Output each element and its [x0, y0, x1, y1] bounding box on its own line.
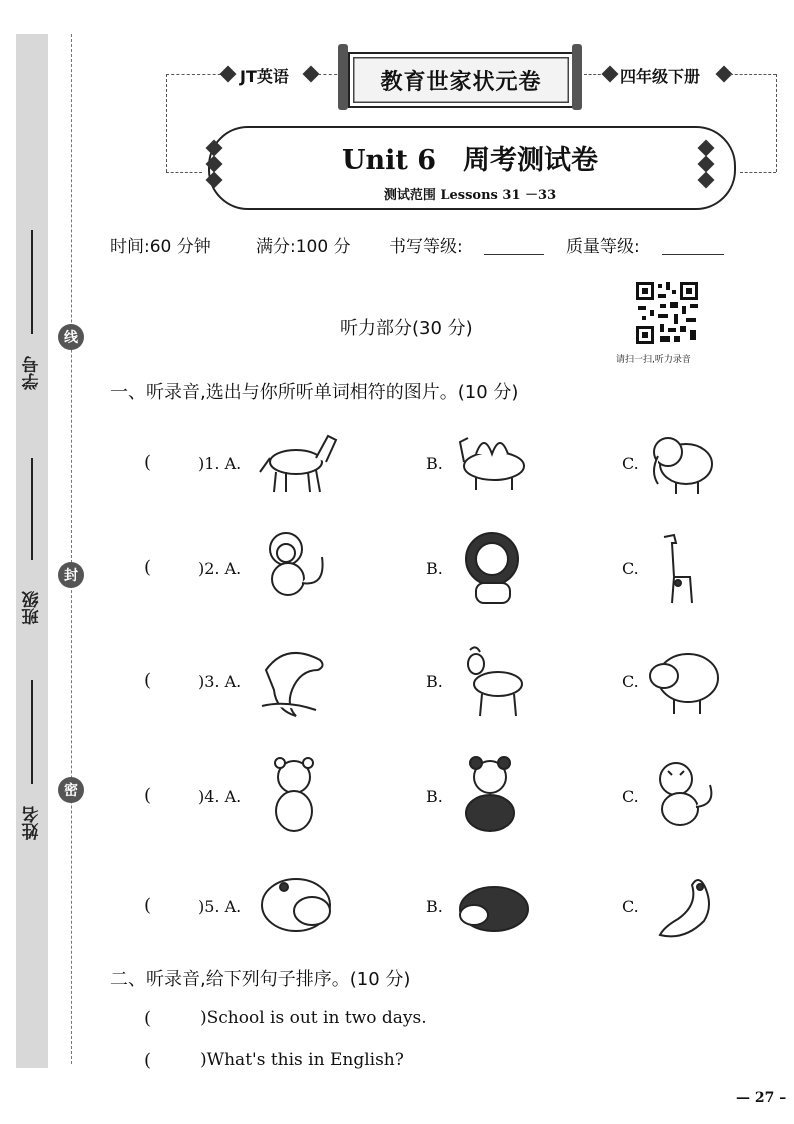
seal-line: 线 [58, 324, 84, 350]
qr-code-icon[interactable] [634, 280, 700, 346]
quality-grade-label: 质量等级: [566, 237, 640, 257]
tiger-icon[interactable] [642, 755, 726, 835]
answer-paren[interactable]: ( [144, 452, 152, 473]
unit-title: Unit 6 周考测试卷 [341, 145, 599, 176]
name-label: 姓名 [22, 806, 43, 840]
full-score-info: 满分:100 分 [256, 237, 351, 257]
option-c-label: C. [622, 787, 639, 806]
student-id-label: 学号 [22, 356, 43, 390]
sheep-icon[interactable] [642, 640, 726, 720]
camel-icon[interactable] [452, 422, 536, 502]
panda-icon[interactable] [452, 755, 536, 835]
header-dash-vertical [776, 74, 777, 172]
bear-icon[interactable] [254, 755, 338, 835]
option-c-label: C. [622, 559, 639, 578]
diamond-icon [303, 66, 320, 83]
option-c-label: C. [622, 454, 639, 473]
option-b-label: B. [426, 897, 443, 916]
writing-grade-blank[interactable] [484, 254, 544, 255]
name-blank [31, 680, 33, 784]
writing-grade-label: 书写等级: [389, 237, 463, 257]
option-b-label: B. [426, 787, 443, 806]
scroll-roller-left [338, 44, 348, 110]
bear-cub-icon[interactable] [452, 865, 536, 945]
header-dash-vertical [166, 74, 167, 172]
monkey-icon[interactable] [254, 527, 338, 607]
qr-caption: 请扫一扫,听力录音 [616, 355, 691, 365]
answer-paren[interactable]: ( [144, 557, 152, 578]
elephant-icon[interactable] [642, 422, 726, 502]
answer-paren[interactable]: ( [144, 1050, 152, 1071]
listening-title: 听力部分(30 分) [340, 318, 473, 339]
seal-secret: 密 [58, 777, 84, 803]
answer-paren[interactable]: ( [144, 670, 152, 691]
subject-label: JT英语 [240, 67, 289, 86]
answer-paren[interactable]: ( [144, 895, 152, 916]
hippo-icon[interactable] [254, 865, 338, 945]
part1-title: 一、听录音,选出与你所听单词相符的图片。(10 分) [110, 382, 519, 403]
option-c-label: C. [622, 897, 639, 916]
item-number: )3. A. [198, 672, 242, 691]
cut-line [71, 34, 72, 1064]
giraffe-icon[interactable] [642, 527, 726, 607]
lion-icon[interactable] [452, 527, 536, 607]
seal-seal: 封 [58, 562, 84, 588]
goat-icon[interactable] [452, 640, 536, 720]
item-number: )4. A. [198, 787, 242, 806]
option-b-label: B. [426, 672, 443, 691]
header-dash-left [166, 74, 226, 75]
item-number: )5. A. [198, 897, 242, 916]
time-info: 时间:60 分钟 [110, 237, 211, 257]
seal-icon[interactable] [642, 865, 726, 945]
answer-paren[interactable]: ( [144, 785, 152, 806]
item-number: )2. A. [198, 559, 242, 578]
diamond-icon [602, 66, 619, 83]
diamond-icon [220, 66, 237, 83]
quality-grade-blank[interactable] [662, 254, 724, 255]
scroll-title: 教育世家状元卷 [348, 52, 574, 108]
test-scope: 测试范围 Lessons 31 －33 [383, 188, 557, 203]
dolphin-icon[interactable] [254, 640, 338, 720]
class-label: 班级 [22, 591, 43, 625]
part2-title: 二、听录音,给下列句子排序。(10 分) [110, 969, 411, 990]
sentence-1: )School is out in two days. [200, 1008, 427, 1028]
option-b-label: B. [426, 454, 443, 473]
class-blank [31, 458, 33, 560]
page-number: — 27 – [736, 1090, 787, 1106]
answer-paren[interactable]: ( [144, 1008, 152, 1029]
scroll-roller-right [572, 44, 582, 110]
item-number: )1. A. [198, 454, 242, 473]
student-id-blank [31, 230, 33, 334]
header-dash-right [730, 74, 776, 75]
horse-icon[interactable] [254, 422, 338, 502]
grade-label: 四年级下册 [620, 67, 701, 86]
option-c-label: C. [622, 672, 639, 691]
header-dash [740, 172, 776, 173]
option-b-label: B. [426, 559, 443, 578]
header-dash [166, 172, 202, 173]
sentence-2: )What's this in English? [200, 1050, 404, 1070]
